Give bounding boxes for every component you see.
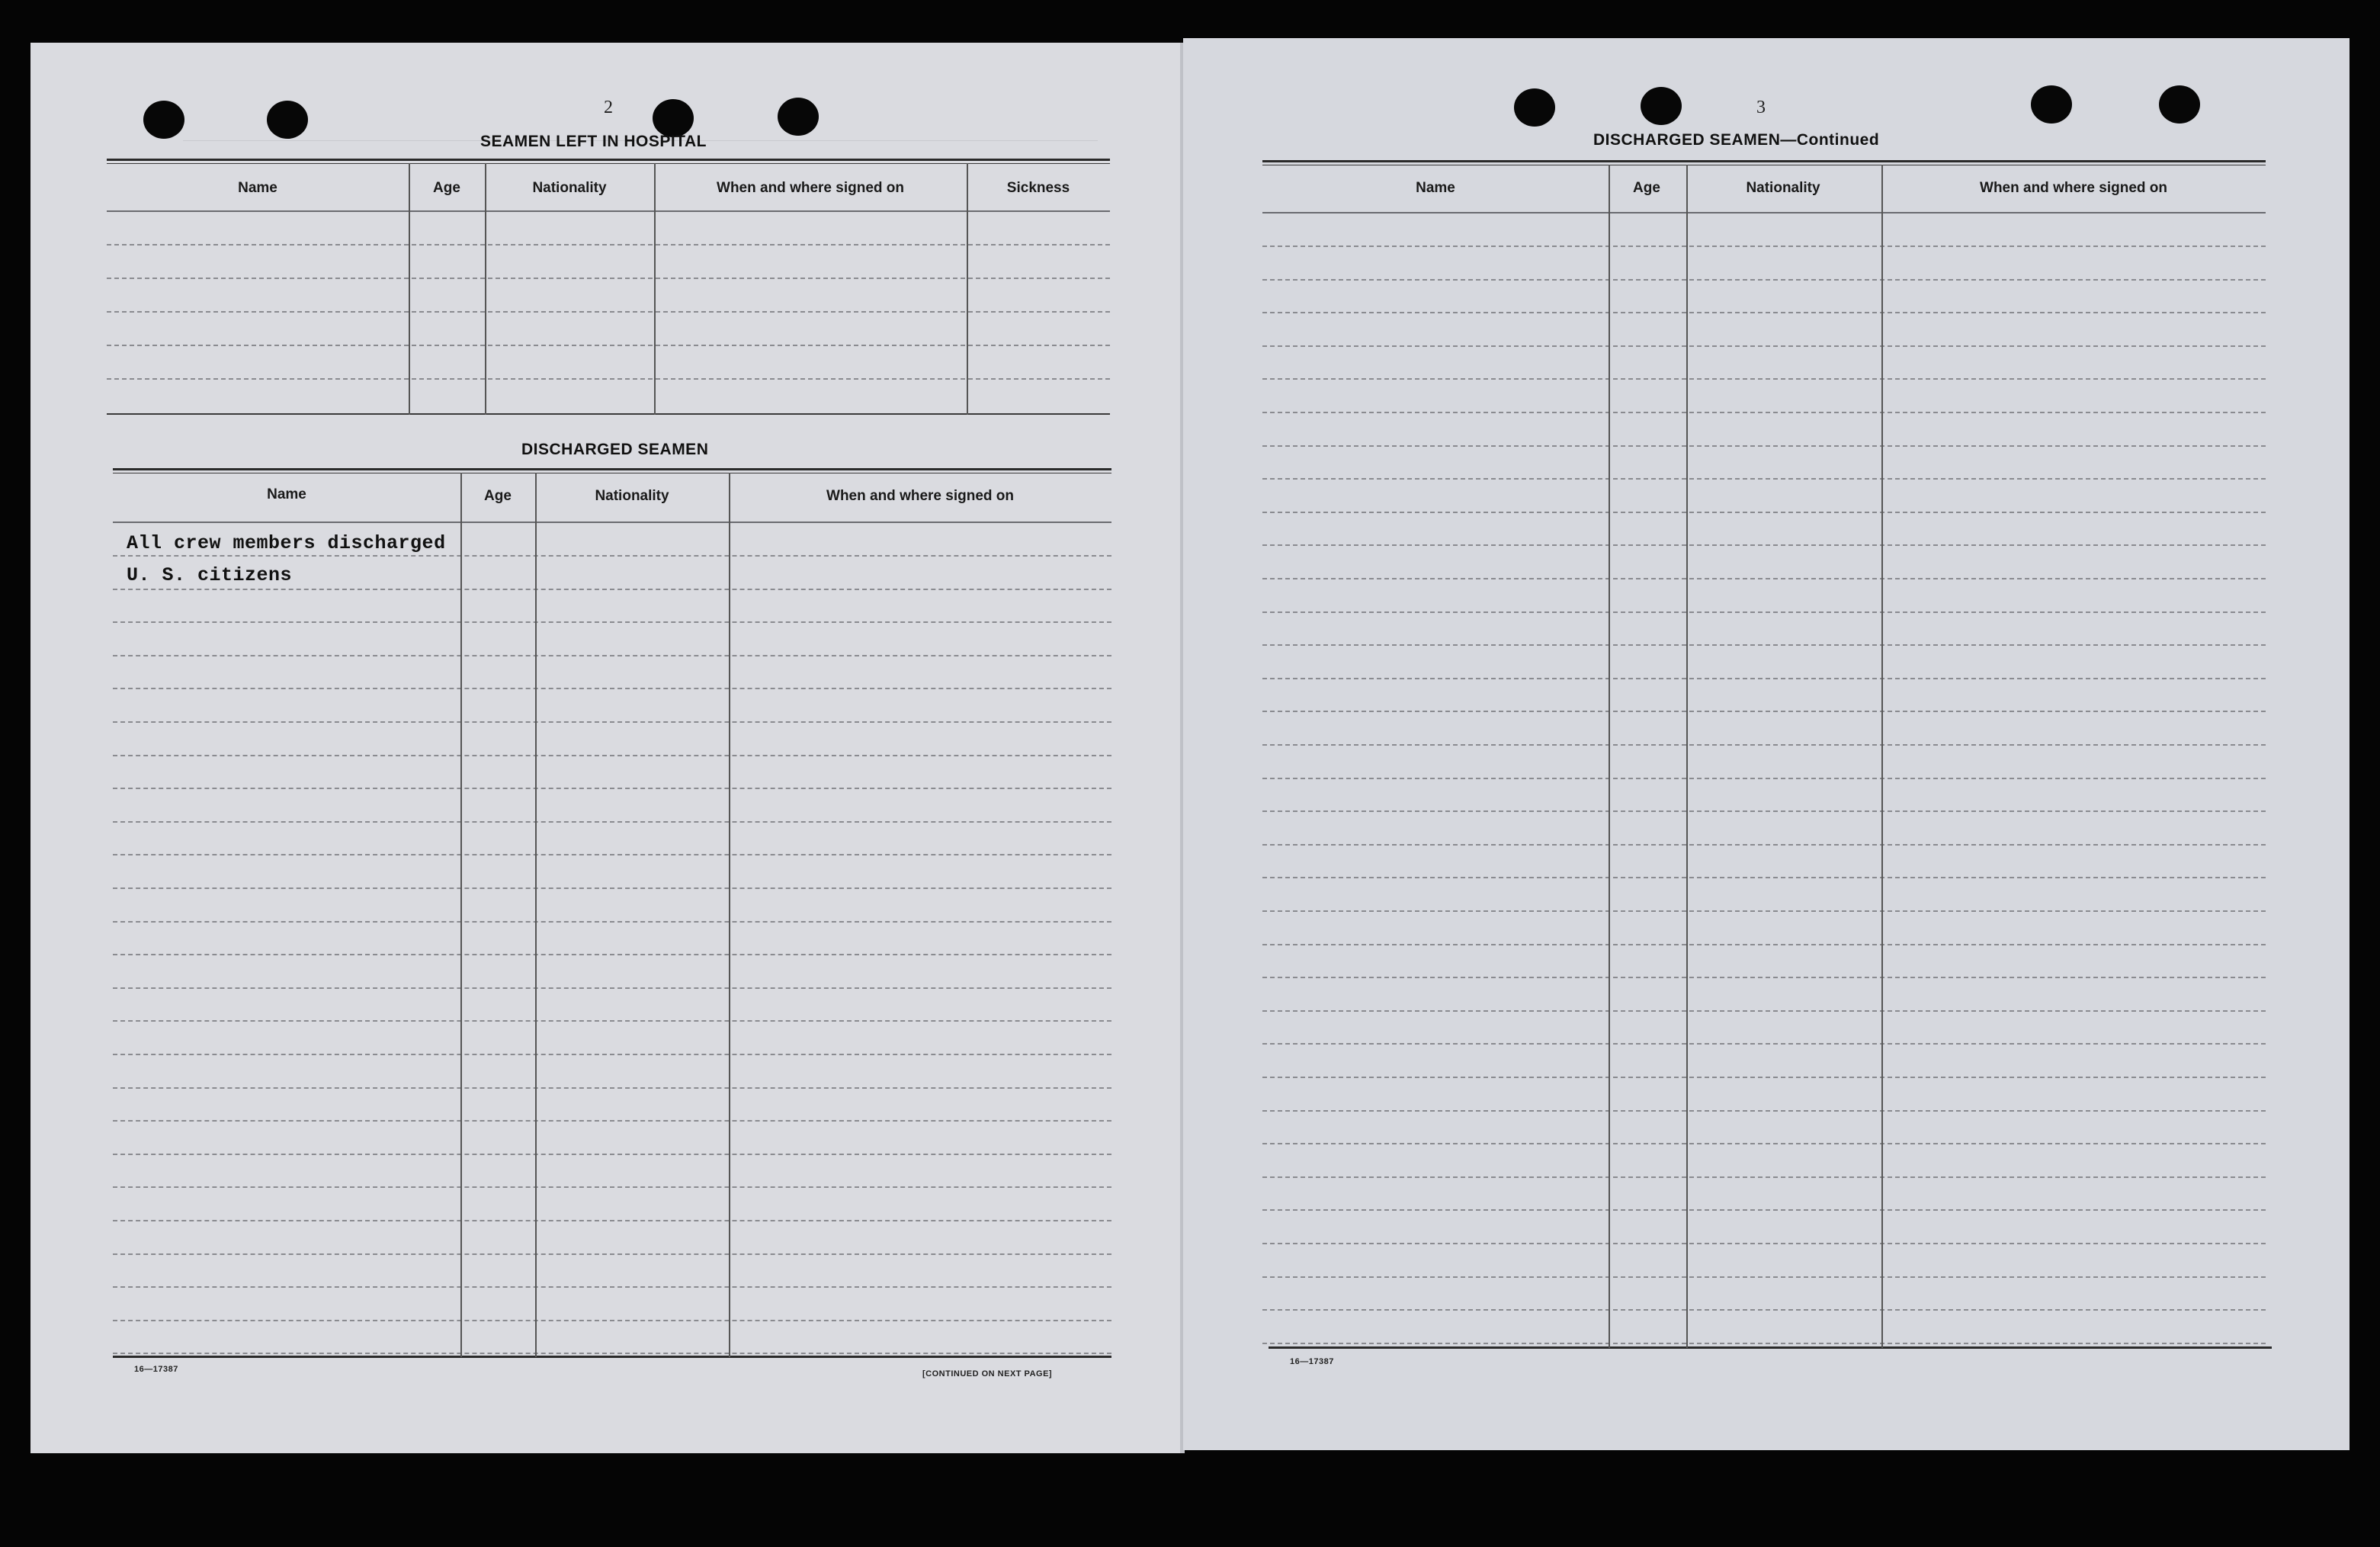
ruled-row-line xyxy=(1262,412,2266,413)
ruled-row-line xyxy=(113,1253,1111,1255)
ruled-row-line xyxy=(1262,711,2266,712)
ruled-row-line xyxy=(1262,1309,2266,1311)
ruled-row-line xyxy=(1262,810,2266,812)
ruled-row-line xyxy=(113,887,1111,889)
discharge-entry-line-2: U. S. citizens xyxy=(127,564,293,586)
ruled-row-line xyxy=(1262,512,2266,513)
ruled-row-line xyxy=(1262,1343,2266,1344)
ruled-row-line xyxy=(1262,910,2266,912)
ruled-row-line xyxy=(113,1120,1111,1122)
ruled-row-line xyxy=(107,311,1110,313)
punch-hole xyxy=(2159,85,2200,124)
ruled-row-line xyxy=(113,721,1111,723)
col-name: Name xyxy=(1416,180,1455,196)
ruled-row-line xyxy=(1262,1276,2266,1278)
ruled-row-line xyxy=(1262,644,2266,646)
ruled-row-line xyxy=(113,854,1111,855)
ruled-row-line xyxy=(107,345,1110,346)
punch-hole xyxy=(653,99,694,137)
punch-hole xyxy=(1514,88,1555,127)
ruled-row-line xyxy=(113,987,1111,989)
ruled-row-line xyxy=(1262,977,2266,978)
ruled-row-line xyxy=(113,1186,1111,1188)
title-suffix: —Continued xyxy=(1780,131,1880,149)
ruled-row-line xyxy=(113,1054,1111,1055)
hospital-top-rule xyxy=(107,159,1110,161)
ruled-row-line xyxy=(113,921,1111,923)
ruled-row-line xyxy=(1262,1209,2266,1211)
col-name: Name xyxy=(238,180,277,196)
hospital-section-title: SEAMEN LEFT IN HOSPITAL xyxy=(480,133,707,150)
ruled-row-line xyxy=(1262,445,2266,447)
ruled-row-line xyxy=(1262,1176,2266,1178)
ruled-row-line xyxy=(1262,844,2266,846)
col-nationality: Nationality xyxy=(532,180,607,196)
col-age: Age xyxy=(433,180,460,196)
ruled-row-line xyxy=(1262,1010,2266,1012)
discharged-continued-title xyxy=(1593,131,1879,149)
ruled-row-line xyxy=(1262,744,2266,746)
ruled-row-line xyxy=(1262,246,2266,247)
ruled-row-line xyxy=(1262,1077,2266,1078)
ruled-row-line xyxy=(107,278,1110,279)
discharged-section-title: DISCHARGED SEAMEN xyxy=(521,441,709,458)
col-signed-on: When and where signed on xyxy=(1980,180,2167,196)
col-name: Name xyxy=(267,486,306,502)
ruled-row-line xyxy=(1262,544,2266,546)
ruled-row-line xyxy=(113,821,1111,823)
ruled-row-line xyxy=(113,1220,1111,1221)
title-main: DISCHARGED SEAMEN xyxy=(1593,131,1781,149)
col-age: Age xyxy=(484,488,512,504)
ruled-row-line xyxy=(113,655,1111,656)
ruled-row-line xyxy=(113,688,1111,689)
ruled-row-line xyxy=(1262,578,2266,579)
ruled-row-line xyxy=(113,1286,1111,1288)
ruled-row-line xyxy=(113,1320,1111,1321)
ruled-row-line xyxy=(1262,944,2266,945)
ruled-row-line xyxy=(107,378,1110,380)
continued-note: [CONTINUED ON NEXT PAGE] xyxy=(922,1369,1053,1378)
col-signed-on: When and where signed on xyxy=(826,488,1014,504)
form-number-right: 16—17387 xyxy=(1290,1357,1334,1366)
ruled-row-line xyxy=(1262,279,2266,281)
ruled-row-line xyxy=(1262,611,2266,613)
discharged-top-rule xyxy=(113,468,1111,470)
discharge-entry-line-1: All crew members discharged xyxy=(127,532,446,554)
right-top-rule xyxy=(1262,160,2266,162)
ruled-row-line xyxy=(1262,678,2266,679)
ruled-row-line xyxy=(113,1087,1111,1089)
ruled-row-line xyxy=(113,954,1111,955)
ruled-row-line xyxy=(113,589,1111,590)
col-sickness: Sickness xyxy=(1006,180,1070,196)
ruled-row-line xyxy=(113,788,1111,789)
ruled-row-line xyxy=(1262,877,2266,878)
punch-hole xyxy=(1641,87,1682,125)
ruled-row-line xyxy=(1262,345,2266,347)
punch-hole xyxy=(2031,85,2072,124)
form-number-left: 16—17387 xyxy=(134,1365,178,1374)
punch-hole xyxy=(267,101,308,139)
left-page xyxy=(30,43,1182,1453)
ruled-row-line xyxy=(113,555,1111,557)
col-signed-on: When and where signed on xyxy=(717,180,904,196)
ruled-row-line xyxy=(1262,478,2266,480)
page-number-left: 2 xyxy=(604,98,613,117)
page-number-right: 3 xyxy=(1756,98,1766,117)
ruled-row-line xyxy=(1262,378,2266,380)
ruled-row-line xyxy=(1262,1110,2266,1112)
col-age: Age xyxy=(1633,180,1660,196)
ruled-row-line xyxy=(1262,1043,2266,1045)
col-nationality: Nationality xyxy=(595,488,669,504)
ruled-row-line xyxy=(113,1154,1111,1155)
ruled-row-line xyxy=(1262,1143,2266,1144)
ruled-row-line xyxy=(1262,1243,2266,1244)
punch-hole xyxy=(778,98,819,136)
ruled-row-line xyxy=(113,1020,1111,1022)
ruled-row-line xyxy=(113,755,1111,756)
ruled-row-line xyxy=(113,621,1111,623)
ruled-row-line xyxy=(1262,778,2266,779)
ruled-row-line xyxy=(107,244,1110,246)
col-nationality: Nationality xyxy=(1746,180,1820,196)
punch-hole xyxy=(143,101,184,139)
ruled-row-line xyxy=(1262,312,2266,313)
ruled-row-line xyxy=(113,1353,1111,1354)
